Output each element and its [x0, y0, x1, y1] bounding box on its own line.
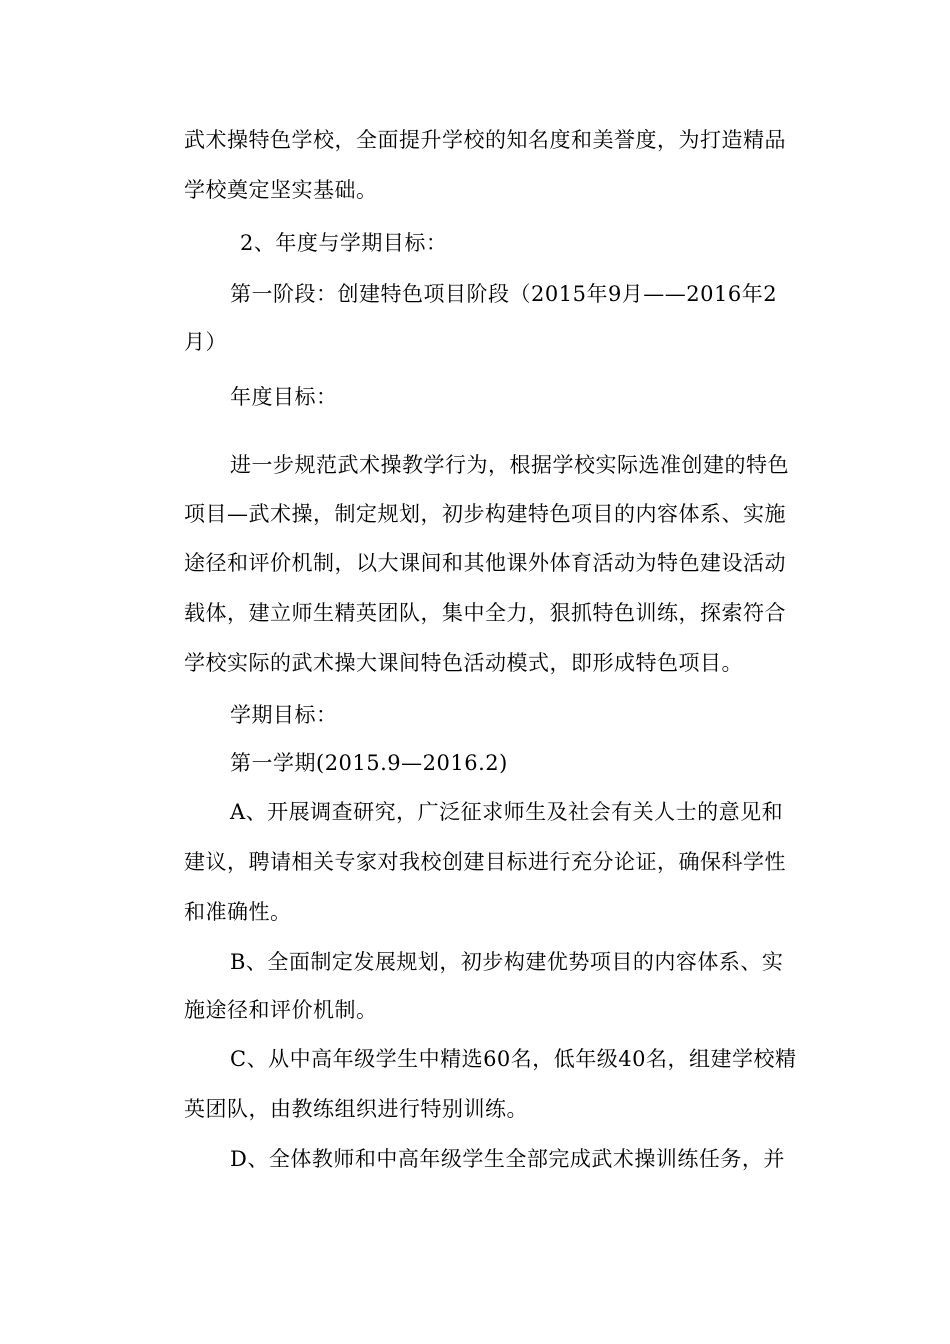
text-line: 施途径和评价机制。 — [184, 998, 378, 1022]
text-line: 途径和评价机制，以大课间和其他课外体育活动为特色建设活动 — [184, 551, 786, 575]
text-line: 建议，聘请相关专家对我校创建目标进行充分论证，确保科学性 — [184, 850, 786, 874]
text-line: 学校实际的武术操大课间特色活动模式，即形成特色项目。 — [184, 651, 743, 675]
text-line: D、全体教师和中高年级学生全部完成武术操训练任务，并 — [230, 1147, 785, 1171]
text-line: 载体，建立师生精英团队，集中全力，狠抓特色训练，探索符合 — [184, 601, 786, 625]
text-line: C、从中高年级学生中精选60名，低年级40名，组建学校精 — [230, 1047, 797, 1071]
section-heading: 2、年度与学期目标： — [240, 231, 448, 255]
subheading: 学期目标： — [230, 703, 338, 727]
text-line: 武术操特色学校，全面提升学校的知名度和美誉度，为打造精品 — [184, 128, 786, 152]
text-line: 项目—武术操，制定规划，初步构建特色项目的内容体系、实施 — [184, 502, 786, 526]
text-line: 学校奠定坚实基础。 — [184, 178, 378, 202]
text-line: 英团队，由教练组织进行特别训练。 — [184, 1097, 528, 1121]
text-line: 进一步规范武术操教学行为，根据学校实际选准创建的特色 — [230, 453, 789, 477]
text-line: 第一阶段：创建特色项目阶段（2015年9月——2016年2 — [230, 282, 778, 306]
subheading: 年度目标： — [230, 385, 338, 409]
text-line: 第一学期(2015.9—2016.2) — [230, 751, 508, 775]
text-line: 和准确性。 — [184, 900, 292, 924]
text-line: B、全面制定发展规划，初步构建优势项目的内容体系、实 — [230, 950, 784, 974]
text-line: A、开展调查研究，广泛征求师生及社会有关人士的意见和 — [230, 800, 784, 824]
text-line: 月） — [184, 330, 227, 354]
